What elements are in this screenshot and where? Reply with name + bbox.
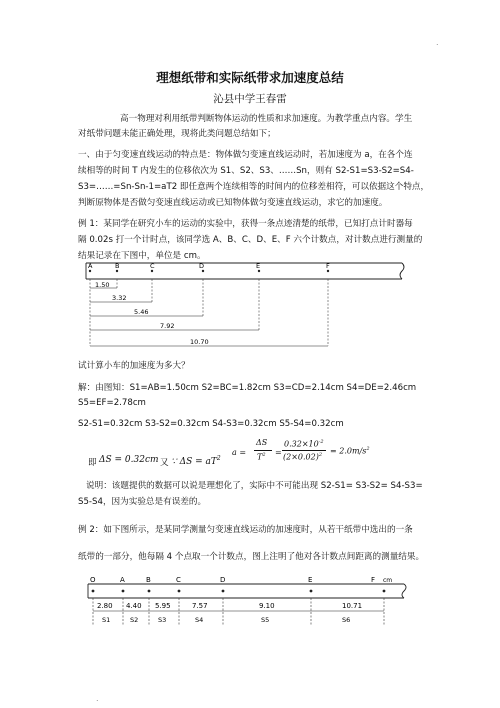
tape2-dot-o bbox=[92, 590, 95, 593]
note-line-1: 说明：该题提供的数据可以说是理想化了，实际中不可能出现 S2-S1= S3-S2= S4-S3= bbox=[86, 481, 423, 491]
formula-result-val: = 2.0m/s bbox=[330, 446, 367, 456]
tape2-dist-4: 7.57 bbox=[192, 602, 208, 610]
section1-line-1: 一、由于匀变速直线运动的特点是：物体做匀变速直线运动时，若加速度为 a，在各个连 bbox=[78, 150, 413, 160]
formula-frac1-den-exp: 2 bbox=[262, 452, 266, 458]
example1-line-2: 隔 0.02s 打一个计时点，该同学选 A、B、C、D、E、F 六个计数点，对计数点进行测量的 bbox=[78, 235, 423, 245]
formula-at2-base: ∵ ΔS = aT bbox=[171, 457, 217, 467]
formula-frac2-den bbox=[283, 452, 322, 462]
tape2-dot-a bbox=[122, 590, 125, 593]
tape2-label-f: F bbox=[371, 576, 376, 584]
formula-you: 又 bbox=[160, 458, 169, 468]
doc-author: 沁县中学王春雷 bbox=[213, 93, 287, 105]
tape1-point-d bbox=[199, 262, 204, 272]
formula-frac2-den-exp: 2 bbox=[318, 452, 323, 458]
page-mark: . bbox=[436, 38, 439, 47]
formula-result-exp: 2 bbox=[366, 446, 370, 452]
formula-a-label: a = bbox=[232, 448, 247, 457]
formula-frac2-num bbox=[284, 439, 324, 449]
tape1-measure-ab-label: 1.50 bbox=[95, 281, 110, 289]
tape1-point-a bbox=[88, 262, 93, 272]
tape1-measure-ae bbox=[90, 322, 259, 330]
formula-frac2-bar bbox=[282, 450, 326, 451]
tape2-label-d: D bbox=[220, 576, 226, 584]
tape1-point-c bbox=[150, 262, 155, 272]
tape1-measure-ad-label: 5.46 bbox=[134, 308, 149, 316]
tape2-dot-c bbox=[178, 590, 181, 593]
tape2-seg-6: S6 bbox=[342, 616, 351, 624]
tape2-seg-5: S5 bbox=[261, 616, 270, 624]
intro-line-1: 高一物理对利用纸带判断物体运动的性质和求加速度。为教学重点内容。学生 bbox=[120, 114, 413, 124]
tape1-label-d: D bbox=[199, 262, 205, 270]
tape1-measure-ae-label: 7.92 bbox=[160, 322, 175, 330]
formula-frac2-num-val: 0.32×10 bbox=[284, 439, 319, 449]
tape1-label-e: E bbox=[256, 262, 261, 270]
solution-line-3: S2-S1=0.32cm S3-S2=0.32cm S4-S3=0.32cm S5-S4=0.32cm bbox=[78, 419, 344, 429]
tape1-torn-end bbox=[400, 263, 404, 279]
tape1-measure-ab bbox=[90, 281, 117, 289]
tape1-label-f: F bbox=[326, 262, 330, 270]
example2-line-2: 纸带的一部分，他每隔 4 个点取一个计数点，图上注明了他对各计数点间距离的测量结果。 bbox=[78, 552, 425, 562]
tape2-label-e: E bbox=[308, 576, 313, 584]
tape2-dot-e bbox=[310, 590, 313, 593]
formula-frac2-num-exp: -2 bbox=[318, 439, 324, 445]
formula-frac1-den bbox=[257, 452, 266, 462]
page-mark-bottom: . bbox=[96, 694, 99, 703]
formula-frac1-bar bbox=[254, 450, 272, 451]
example1-line-1: 例 1：某同学在研究小车的运动的实验中，获得一条点迹清楚的纸带，已知打点计时器每 bbox=[78, 219, 413, 229]
tape2-dot-f bbox=[383, 590, 386, 593]
tape2-dist-3: 5.95 bbox=[155, 602, 171, 610]
example1-line-3: 结果记录在下图中，单位是 cm。 bbox=[78, 251, 206, 261]
tape1-label-c: C bbox=[150, 262, 155, 270]
example2-line-1: 例 2：如下图所示，是某同学测量匀变速直线运动的加速度时，从若干纸带中选出的一条 bbox=[78, 525, 413, 535]
tape2-dist-5: 9.10 bbox=[259, 602, 275, 610]
paper-tape-2 bbox=[86, 574, 412, 630]
formula-delta-s: ΔS = 0.32cm bbox=[99, 455, 159, 465]
formula-acceleration bbox=[232, 438, 328, 472]
section1-line-3: S3=……=Sn-Sn-1=aT2 即任意两个连续相等的时间内的位移差相符，可以依据这个特点， bbox=[78, 182, 430, 192]
tape1-point-b bbox=[115, 262, 119, 272]
tape2-seg-3: S3 bbox=[158, 616, 167, 624]
tape2-unit: cm bbox=[383, 577, 393, 584]
tape1-measure-ac bbox=[90, 294, 152, 302]
intro-line-2: 对纸带问题未能正确处理，现将此类问题总结如下； bbox=[78, 129, 276, 139]
formula-at2-exp: 2 bbox=[216, 455, 221, 462]
tape1-point-f bbox=[326, 262, 330, 272]
section1-line-4: 判断原物体是否做匀变速直线运动或已知物体做匀变速直线运动，求它的加速度。 bbox=[78, 198, 388, 208]
tape1-label-a: A bbox=[88, 262, 93, 270]
question-1: 试计算小车的加速度为多大？ bbox=[78, 361, 190, 371]
tape2-label-o: O bbox=[90, 576, 96, 584]
formula-frac1-num: ΔS bbox=[256, 438, 268, 447]
formula-equals: = bbox=[275, 448, 282, 457]
tape2-seg-4: S4 bbox=[195, 616, 204, 624]
tape2-seg-2: S2 bbox=[130, 616, 139, 624]
formula-frac2-den-val: (2×0.02) bbox=[283, 452, 319, 462]
tape2-dist-2: 4.40 bbox=[126, 602, 142, 610]
tape2-dist-1: 2.80 bbox=[97, 602, 113, 610]
tape2-label-b: B bbox=[146, 576, 151, 584]
solution-line-1: 解：由图知：S1=AB=1.50cm S2=BC=1.82cm S3=CD=2.14cm S4=DE=2.46cm bbox=[78, 383, 417, 393]
tape1-measure-af bbox=[90, 338, 328, 346]
tape2-dist-6: 10.71 bbox=[342, 602, 363, 610]
tape2-dot-b bbox=[148, 590, 151, 593]
section1-line-2: 续相等的时间 T 内发生的位移依次为 S1、S2、S3、……Sn，则有 S2-S1=S3-S2=S4- bbox=[78, 166, 414, 176]
tape2-seg-1: S1 bbox=[102, 616, 111, 624]
tape1-measure-ac-label: 3.32 bbox=[112, 294, 127, 302]
formula-at2 bbox=[171, 455, 221, 467]
doc-title: 理想纸带和实际纸带求加速度总结 bbox=[156, 70, 344, 85]
formula-frac1-den-t: T bbox=[257, 452, 263, 462]
note-line-2: S5-S4，因为实验总是有误差的。 bbox=[78, 497, 207, 507]
tape1-measure-ad bbox=[90, 308, 203, 316]
formula-result bbox=[330, 446, 370, 456]
tape2-torn-end bbox=[402, 584, 406, 598]
tape2-label-c: C bbox=[176, 576, 181, 584]
tape2-label-a: A bbox=[120, 576, 125, 584]
tape1-point-e bbox=[256, 262, 260, 272]
solution-line-2: S5=EF=2.78cm bbox=[78, 398, 146, 408]
formula-ji: 即 bbox=[88, 458, 97, 468]
tape2-dot-d bbox=[222, 590, 225, 593]
tape1-label-b: B bbox=[115, 262, 120, 270]
tape1-measure-af-label: 10.70 bbox=[190, 338, 209, 346]
paper-tape-1 bbox=[84, 260, 410, 350]
